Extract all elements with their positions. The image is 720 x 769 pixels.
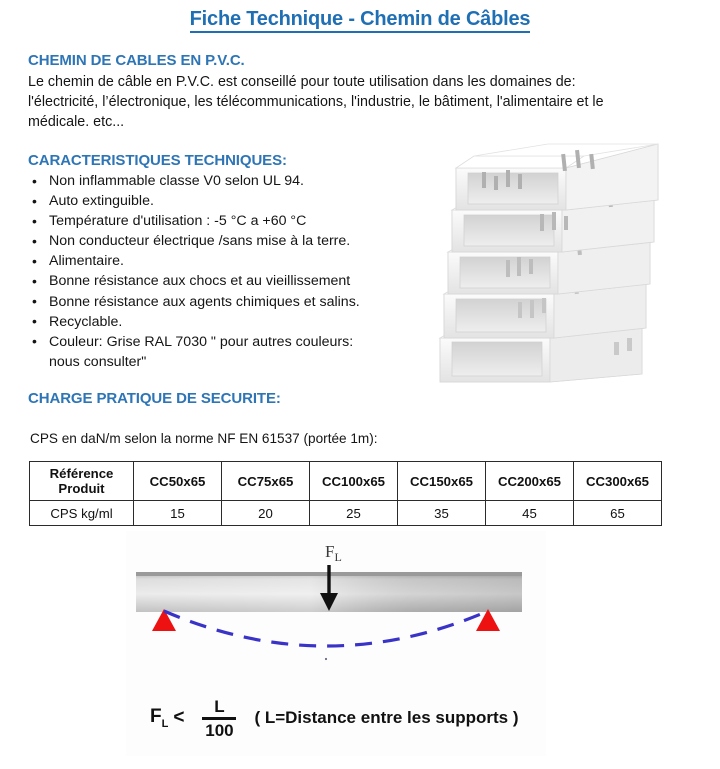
force-label: $F_L$ xyxy=(325,542,342,564)
table-header-cell: CC100x65 xyxy=(310,462,398,501)
cps-table xyxy=(29,461,662,526)
formula-fraction xyxy=(202,698,236,739)
list-item xyxy=(30,231,420,251)
formula-left-symbol: $F_L$ xyxy=(150,706,169,730)
list-item xyxy=(30,171,420,191)
list-item xyxy=(30,312,420,332)
table-header-reference-line2: Produit xyxy=(58,481,105,496)
formula-denominator: 100 xyxy=(205,720,234,740)
list-item xyxy=(30,251,420,271)
list-item-label: Température d'utilisation : -5 °C a +60 °C xyxy=(49,213,307,230)
product-photo xyxy=(422,142,702,416)
table-header-cell: CC200x65 xyxy=(486,462,574,501)
table-header-cell: CC150x65 xyxy=(398,462,486,501)
list-item-label: Auto extinguible. xyxy=(49,193,154,210)
formula-operator: < xyxy=(173,707,185,728)
table-header-cell: CC50x65 xyxy=(134,462,222,501)
table-header-cell: CC75x65 xyxy=(222,462,310,501)
table-cell-value: 35 xyxy=(398,501,486,526)
section-heading-intro: CHEMIN DE CABLES EN P.V.C. xyxy=(28,52,245,69)
table-row-label: CPS kg/ml xyxy=(30,501,134,526)
list-item xyxy=(30,211,420,231)
table-header-cell: CC300x65 xyxy=(574,462,662,501)
list-item-label: Alimentaire. xyxy=(49,253,124,270)
list-item xyxy=(30,292,420,312)
list-item-label: Bonne résistance aux chocs et au vieillissement xyxy=(49,273,351,290)
table-cell-value: 65 xyxy=(574,501,662,526)
section-heading-characteristics: CARACTERISTIQUES TECHNIQUES: xyxy=(28,152,287,169)
list-item-label: Non inflammable classe V0 selon UL 94. xyxy=(49,173,304,189)
table-row xyxy=(30,501,662,526)
table-row-header xyxy=(30,462,662,501)
curve-midpoint-marker xyxy=(325,658,327,660)
table-header-reference xyxy=(30,462,134,501)
list-item xyxy=(30,332,420,372)
list-item xyxy=(30,191,420,211)
cps-caption: CPS en daN/m selon la norme NF EN 61537 (portée 1m): xyxy=(30,431,378,446)
table-cell-value: 45 xyxy=(486,501,574,526)
table-cell-value: 25 xyxy=(310,501,398,526)
list-item-label: Couleur: Grise RAL 7030 " pour autres couleurs: xyxy=(49,333,354,350)
product-photo-illustration xyxy=(422,142,702,416)
section-heading-safety-load: CHARGE PRATIQUE DE SECURITE: xyxy=(28,390,281,407)
table-header-reference-line1: Référence xyxy=(49,466,114,481)
formula-numerator: L xyxy=(214,696,225,716)
table-cell-value: 20 xyxy=(222,501,310,526)
deflection-formula xyxy=(150,692,519,744)
list-item xyxy=(30,271,420,291)
formula-note: ( L=Distance entre les supports ) xyxy=(254,708,519,727)
table-cell-value: 15 xyxy=(134,501,222,526)
list-item-label: Recyclable. xyxy=(49,313,123,330)
list-item-label: Non conducteur électrique /sans mise à la terre. xyxy=(49,233,351,250)
characteristics-list xyxy=(30,171,420,372)
page-title-text: Fiche Technique - Chemin de Câbles xyxy=(190,8,531,33)
list-item-label-continuation: nous consulter" xyxy=(49,353,147,370)
intro-paragraph: Le chemin de câble en P.V.C. est conseillé pour toute utilisation dans les domaines de: l'électricité, l’électronique, les télécommunications, l'industrie, le bâtiment, l'alimentaire et le médicale. etc... xyxy=(28,74,604,130)
list-item-label: Bonne résistance aux agents chimiques et salins. xyxy=(49,293,360,310)
page-title xyxy=(0,8,720,31)
